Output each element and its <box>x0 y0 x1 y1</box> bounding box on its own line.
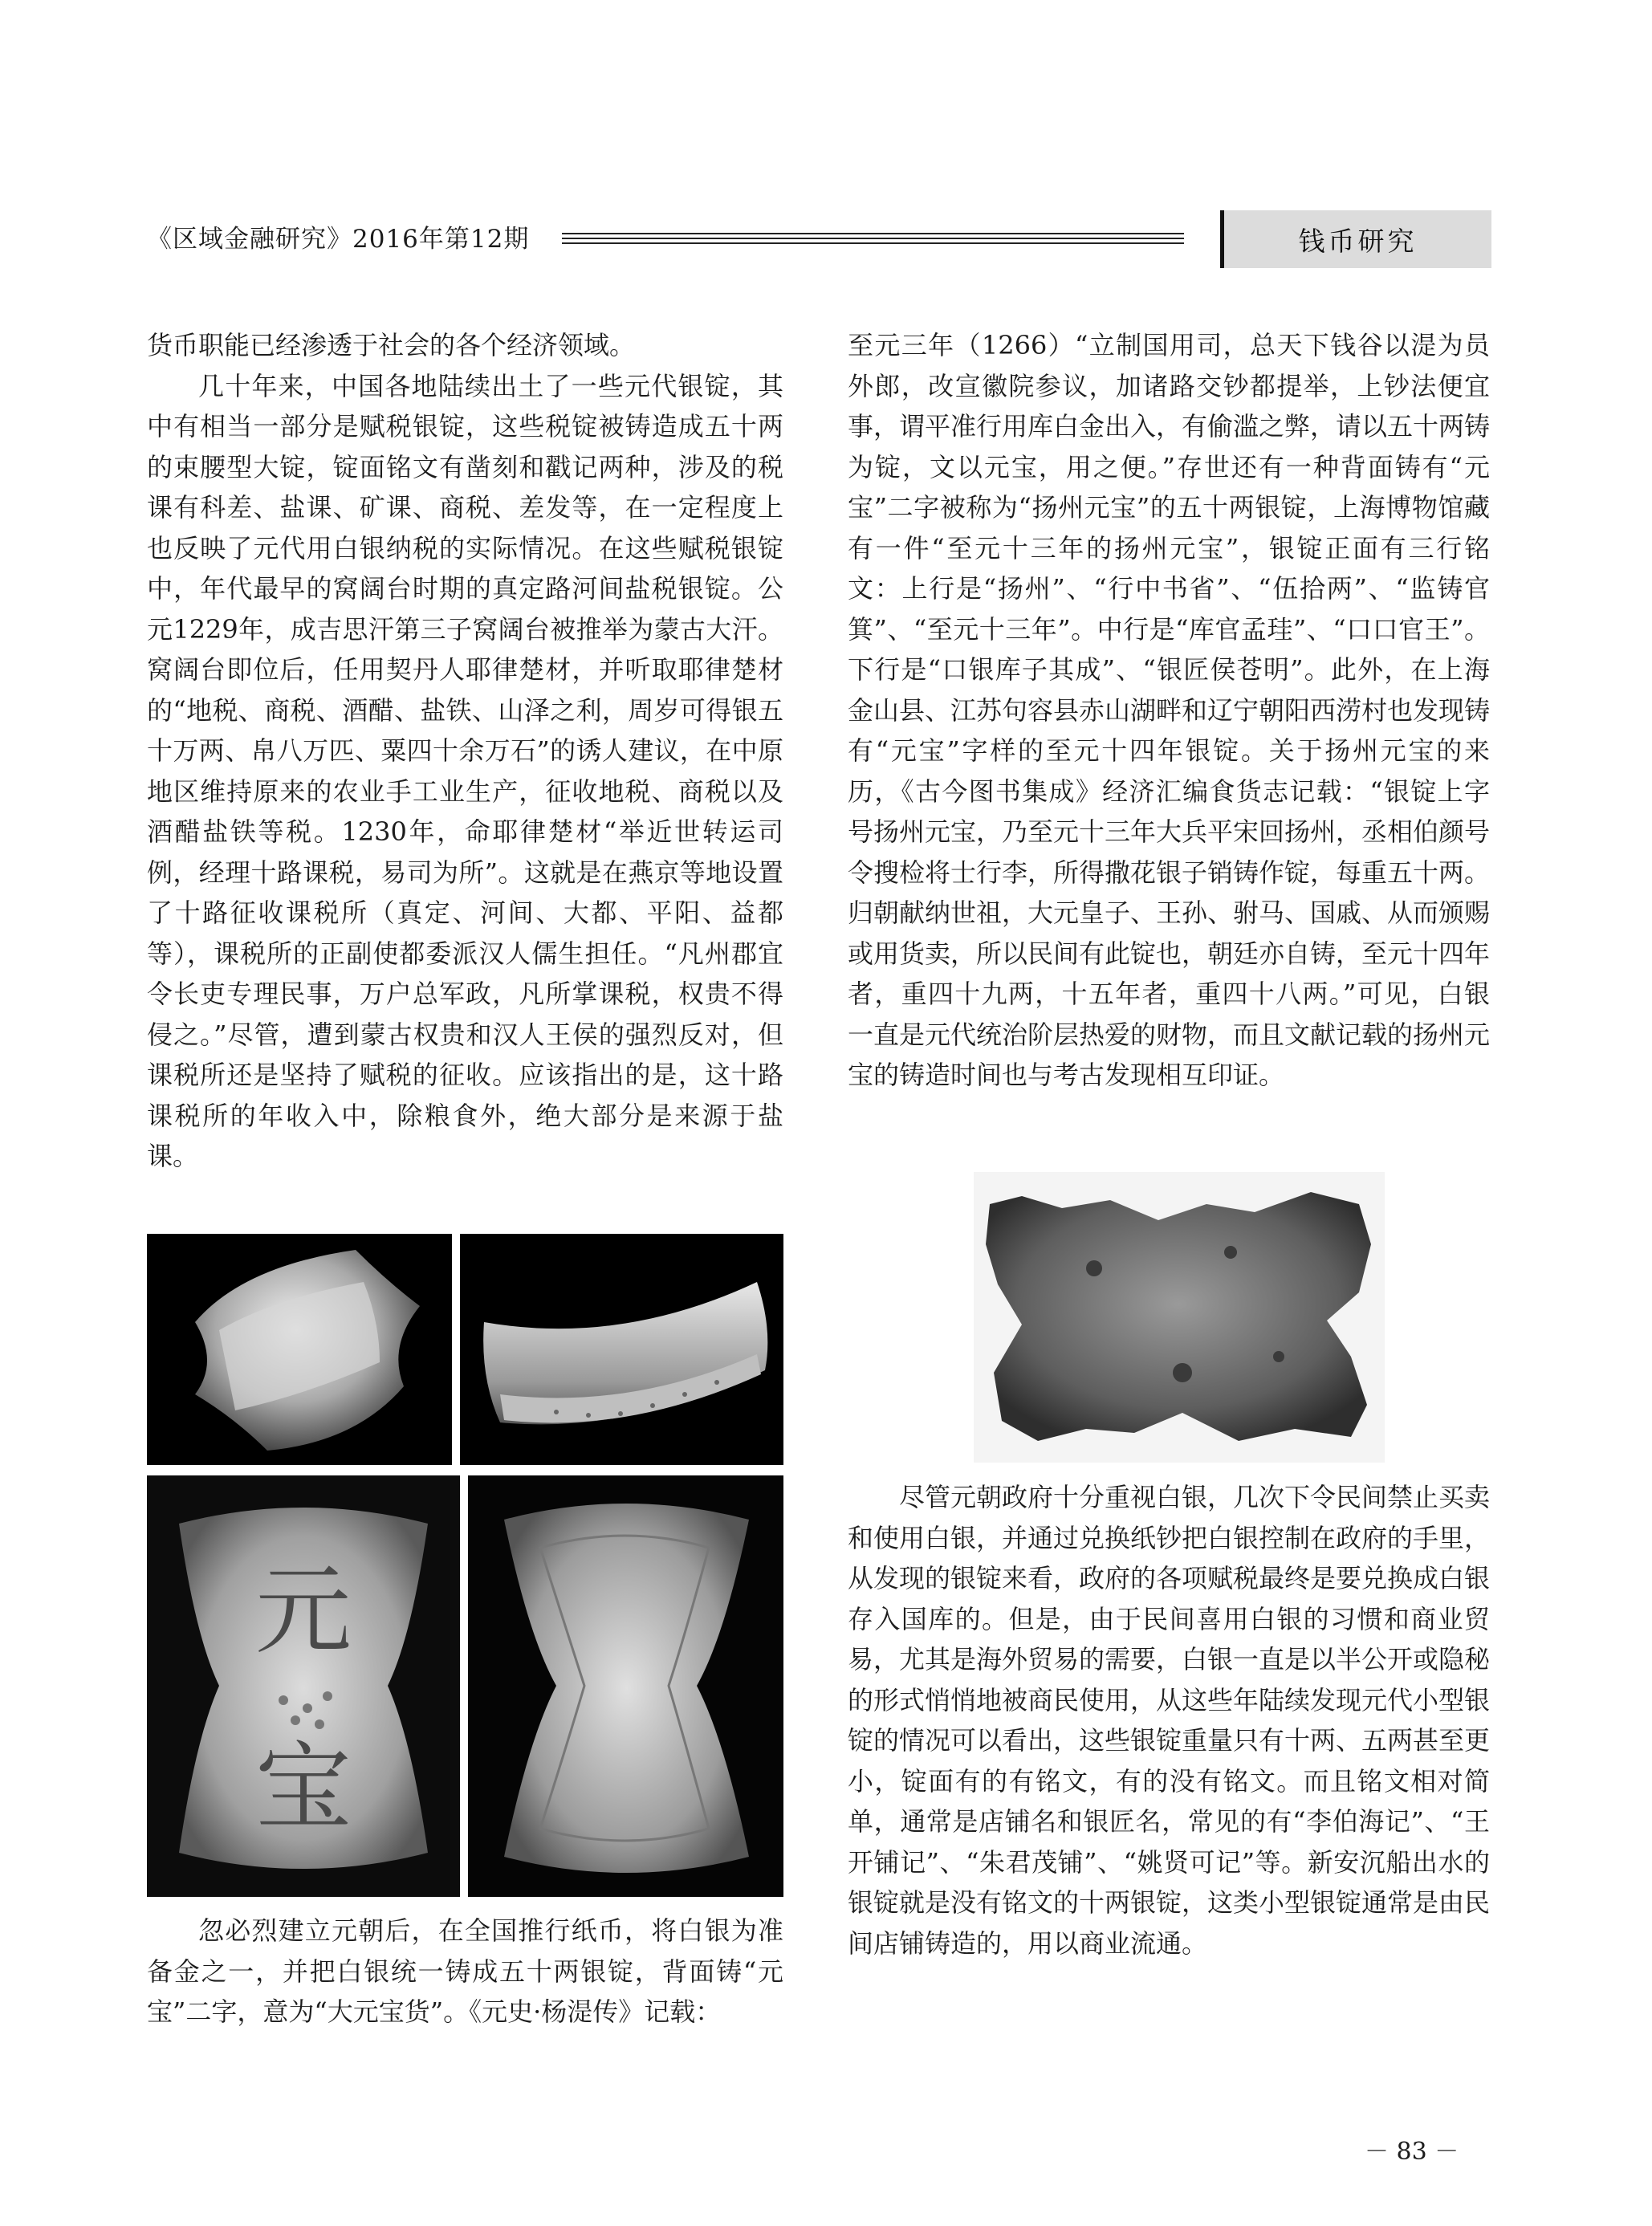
paragraph: 货币职能已经渗透于社会的各个经济领域。 <box>147 330 636 360</box>
photo-ingot-back-inscription <box>147 1475 460 1897</box>
ingot-front-image <box>468 1475 783 1897</box>
paragraph: 忽必烈建立元朝后，在全国推行纸币，将白银为准备金之一，并把白银统一铸成五十两银锭，背面铸“元宝”二字，意为“大元宝货”。《元史·杨湜传》记载： <box>147 1915 783 2027</box>
journal-title: 《区域金融研究》2016年第12期 <box>147 225 530 254</box>
photo-ingot-top-view <box>147 1234 452 1465</box>
paragraph: 几十年来，中国各地陆续出土了一些元代银锭，其中有相当一部分是赋税银锭，这些税锭被铸造成五十两的束腰型大锭，锭面铭文有凿刻和戳记两种，涉及的税课有科差、盐课、矿课、商税、差发等，在一定程度上也反映了元代用白银纳税的实际情况。在这些赋税银锭中，年代最早的窝阔台时期的真定路河间盐税银锭。公元1229年，成吉思汗第三子窝阔台被推举为蒙古大汗。窝阔台即位后，任用契丹人耶律楚材，并听取耶律楚材的“地税、商税、酒醋、盐铁、山泽之利，周岁可得银五十万两、帛八万匹、粟四十余万石”的诱人建议，在中原地区维持原来的农业手工业生产，征收地税、商税以及酒醋盐铁等税。1230年，命耶律楚材“举近世转运司例，经理十路课税，易司为所”。这就是在燕京等地设置了十路征收课税所（真定、河间、大都、平阳、益都等），课税所的正副使都委派汉人儒生担任。“凡州郡宜令长吏专理民事，万户总军政，凡所掌课税，权贵不得侵之。”尽管，遭到蒙古权贵和汉人王侯的强烈反对，但课税所还是坚持了赋税的征收。应该指出的是，这十路课税所的年收入中，除粮食外，绝大部分是来源于盐课。 <box>147 370 783 1171</box>
photo-ingot-side-view <box>460 1234 783 1465</box>
paragraph: 尽管元朝政府十分重视白银，几次下令民间禁止买卖和使用白银，并通过兑换纸钞把白银控制在政府的手里，从发现的银锭来看，政府的各项赋税最终是要兑换成白银存入国库的。但是，由于民间喜用白银的习惯和商业贸易，尤其是海外贸易的需要，白银一直是以半公开或隐秘的形式悄悄地被商民使用，从这些年陆续发现元代小型银锭的情况可以看出，这些银锭重量只有十两、五两甚至更小，锭面有的有铭文，有的没有铭文。而且铭文相对简单，通常是店铺名和银匠名，常见的有“李伯海记”、“王开铺记”、“朱君茂铺”、“姚贤可记”等。新安沉船出水的银锭就是没有铭文的十两银锭，这类小型银锭通常是由民间店铺铸造的，用以商业流通。 <box>848 1482 1491 1959</box>
right-column-top <box>848 325 1490 1096</box>
ingot-character-1: 元 <box>255 1556 352 1667</box>
ingot-back-image <box>147 1475 460 1897</box>
corroded-ingot-image <box>974 1172 1385 1463</box>
left-column-top <box>147 325 783 1177</box>
page-number: － 83 － <box>1365 2138 1459 2166</box>
right-column-bottom <box>848 1477 1490 1964</box>
header-rule <box>562 233 1184 244</box>
ingot-side-view-image <box>460 1234 783 1465</box>
photo-ingot-front <box>468 1475 783 1897</box>
section-label: 钱币研究 <box>1220 210 1491 268</box>
left-column-bottom <box>147 1911 783 2033</box>
ingot-top-view-image <box>147 1234 452 1465</box>
ingot-character-2: 宝 <box>255 1732 352 1844</box>
photo-corroded-ingot <box>974 1172 1385 1463</box>
paragraph: 至元三年（1266）“立制国用司，总天下钱谷以湜为员外郎，改宣徽院参议，加诸路交钞都提举，上钞法便宜事，谓平准行用库白金出入，有偷滥之弊，请以五十两铸为锭，文以元宝，用之便。”存世还有一种背面铸有“元宝”二字被称为“扬州元宝”的五十两银锭，上海博物馆藏有一件“至元十三年的扬州元宝”，银锭正面有三行铭文：上行是“扬州”、“行中书省”、“伍拾两”、“监铸官箕”、“至元十三年”。中行是“库官孟珪”、“口口官王”。下行是“口银库子其成”、“银匠侯苍明”。此外，在上海金山县、江苏句容县赤山湖畔和辽宁朝阳西涝村也发现铸有“元宝”字样的至元十四年银锭。关于扬州元宝的来历，《古今图书集成》经济汇编食货志记载：“银锭上字号扬州元宝，乃至元十三年大兵平宋回扬州，丞相伯颜号令搜检将士行李，所得撒花银子销铸作锭，每重五十两。归朝献纳世祖，大元皇子、王孙、驸马、国戚、从而颁赐或用货卖，所以民间有此锭也，朝廷亦自铸，至元十四年者，重四十九两，十五年者，重四十八两。”可见，白银一直是元代统治阶层热爱的财物，而且文献记载的扬州元宝的铸造时间也与考古发现相互印证。 <box>848 330 1491 1090</box>
